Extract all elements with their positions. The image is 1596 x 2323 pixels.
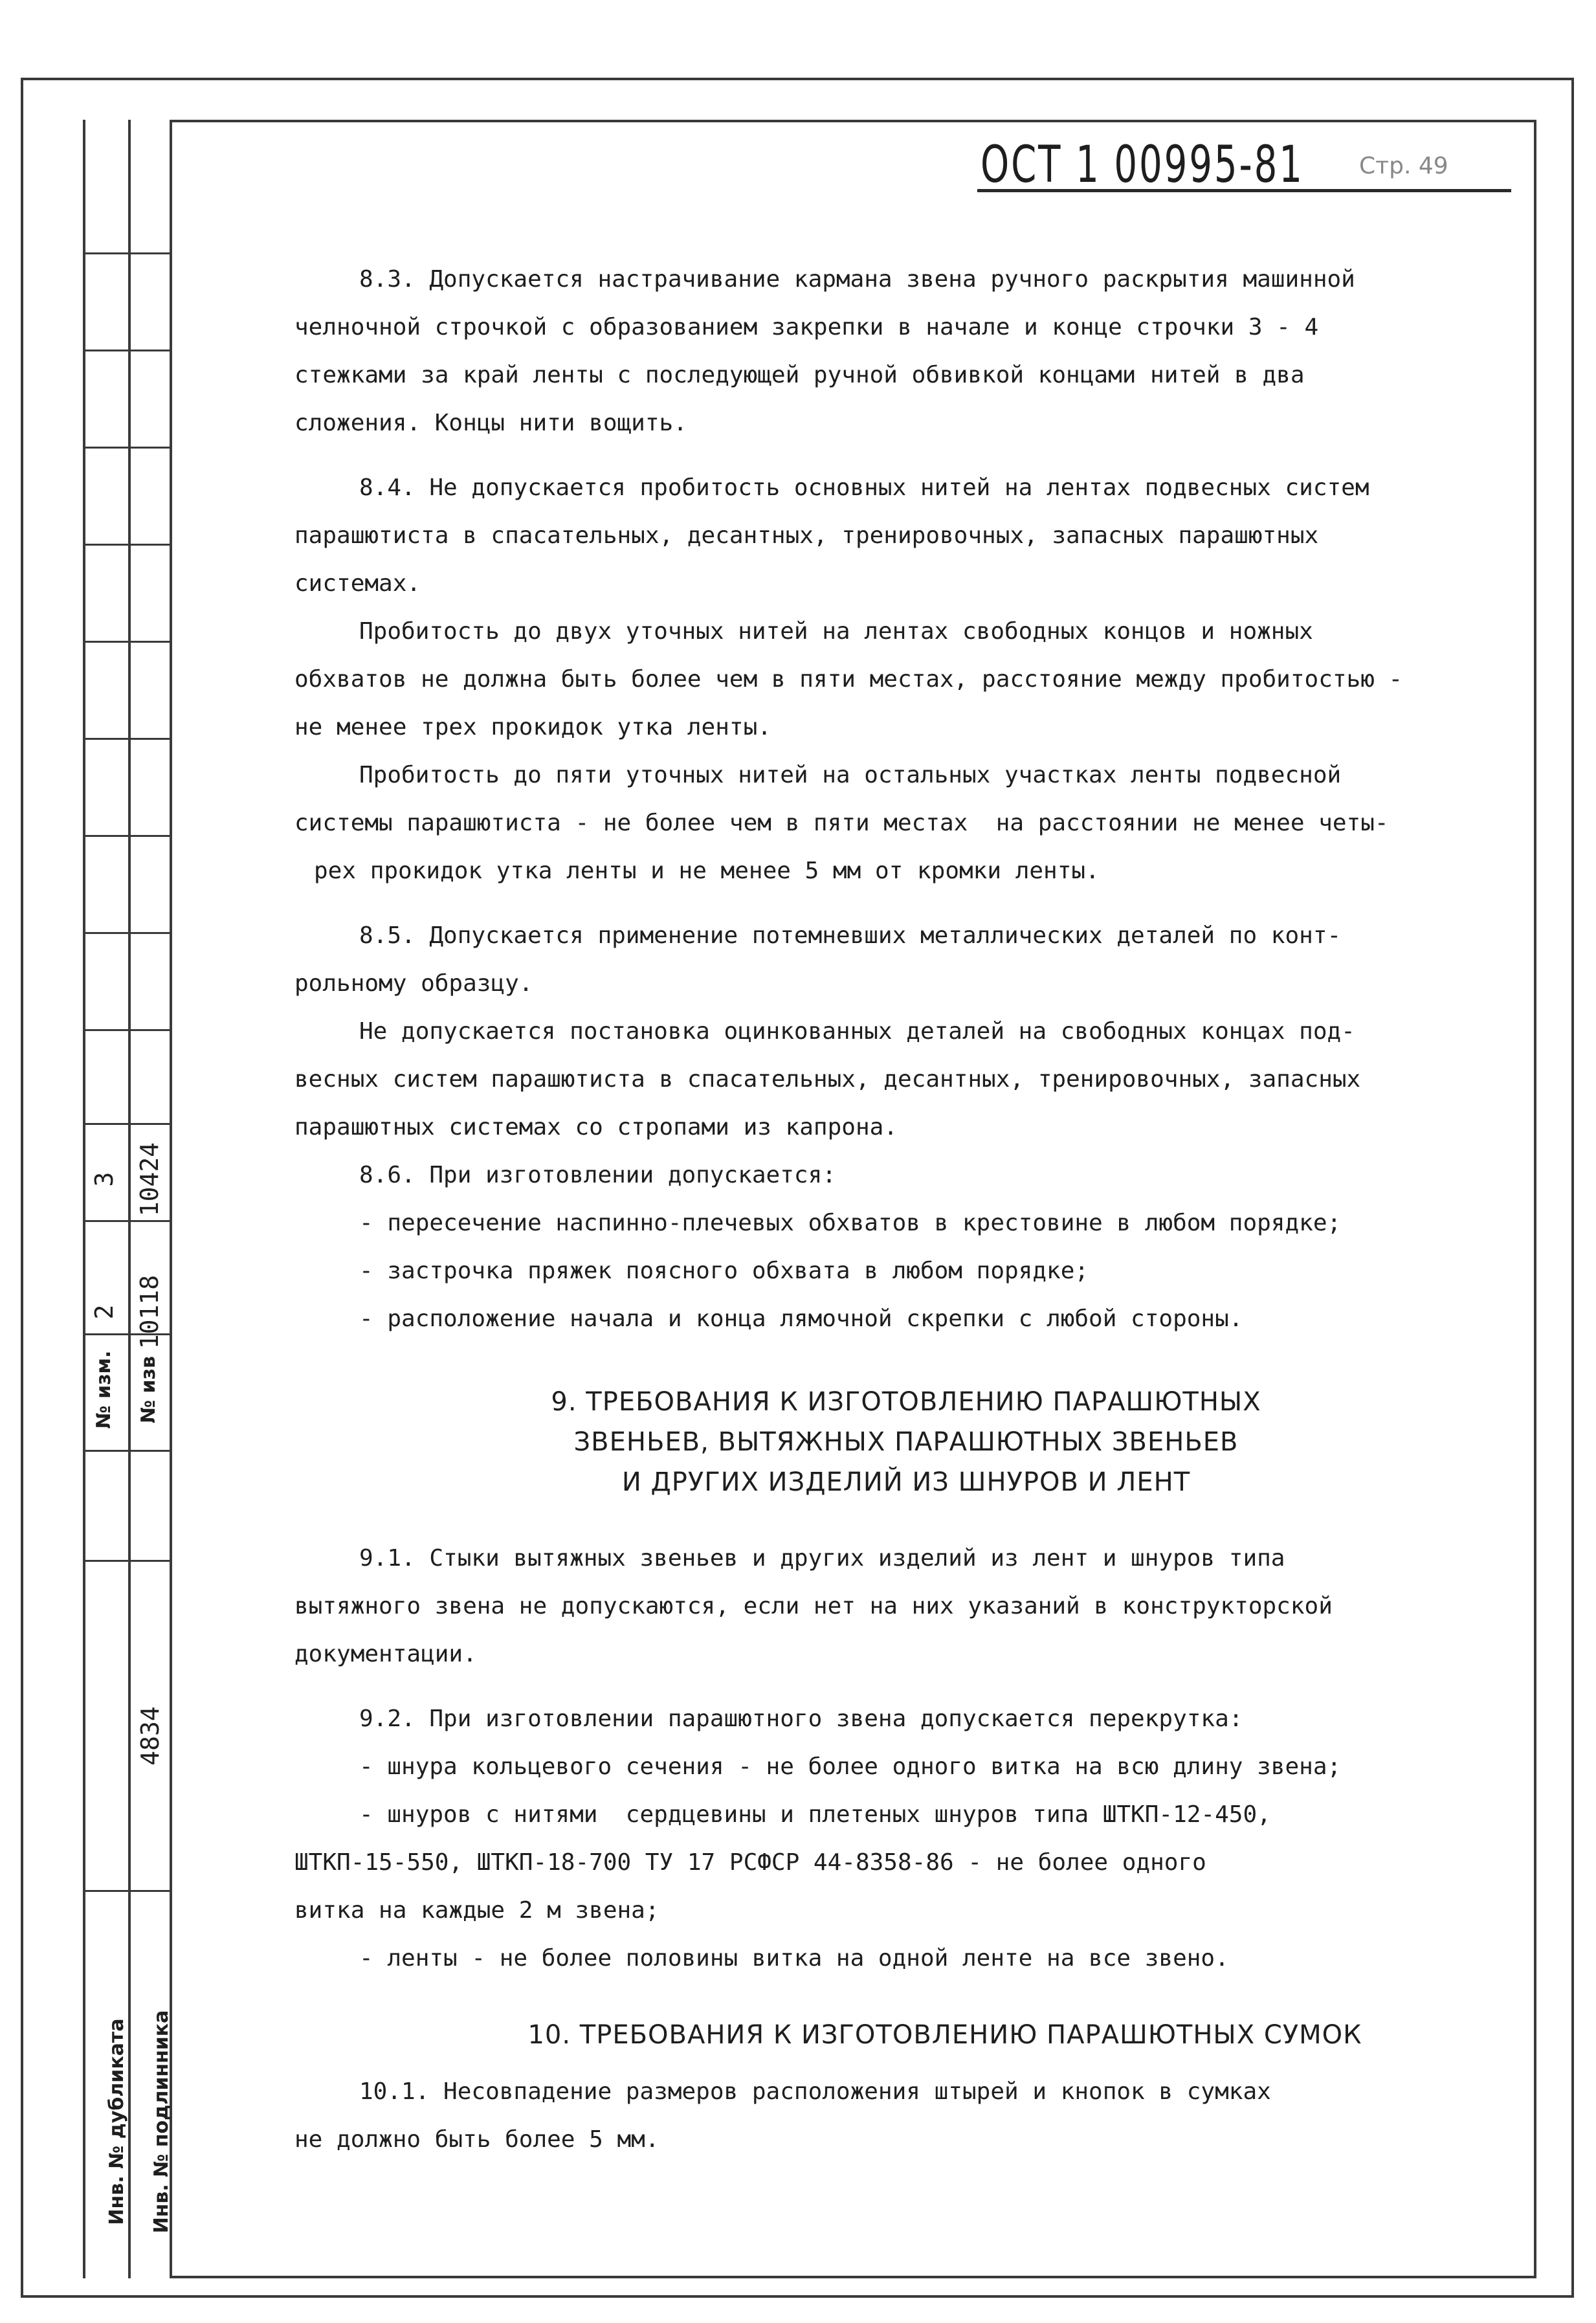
izm-value-2: 2 [90, 1304, 118, 1320]
paragraph-line: не менее трех прокидок утка ленты. [294, 714, 771, 740]
margin-ruling [83, 544, 172, 546]
paragraph-line: системах. [294, 570, 421, 597]
margin-ruling [83, 252, 172, 254]
list-item: - расположение начала и конца лямочной скрепки с любой стороны. [359, 1306, 1243, 1332]
list-item: - ленты - не более половины витка на одной ленте на все звено. [359, 1945, 1229, 1972]
izv-value-10424: 10424 [135, 1142, 164, 1217]
izm-value-3: 3 [90, 1172, 118, 1187]
podlinnik-value: 4834 [136, 1706, 164, 1766]
paragraph-line: Не допускается постановка оцинкованных деталей на свободных концах под- [359, 1018, 1355, 1045]
paragraph-line: 8.6. При изготовлении допускается: [359, 1162, 836, 1188]
paragraph-line: 8.3. Допускается настрачивание кармана звена ручного раскрытия машинной [359, 266, 1355, 293]
paragraph-line: парашютиста в спасательных, десантных, тренировочных, запасных парашютных [294, 522, 1319, 549]
paragraph-line: 8.4. Не допускается пробитость основных нитей на лентах подвесных систем [359, 474, 1369, 501]
heading-line: ЗВЕНЬЕВ, ВЫТЯЖНЫХ ПАРАШЮТНЫХ ЗВЕНЬЕВ [573, 1427, 1239, 1457]
section-10-heading [294, 2015, 1518, 2055]
paragraph-line: 8.5. Допускается применение потемневших металлических деталей по конт- [359, 922, 1342, 949]
margin-ruling [83, 1560, 172, 1562]
list-item: - застрочка пряжек поясного обхвата в любом порядке; [359, 1258, 1089, 1284]
paragraph-line: 9.1. Стыки вытяжных звеньев и других изделий из лент и шнуров типа [359, 1545, 1285, 1572]
dublikat-label: Инв. № дубликата [105, 2018, 128, 2225]
heading-line: 9. ТРЕБОВАНИЯ К ИЗГОТОВЛЕНИЮ ПАРАШЮТНЫХ [551, 1387, 1261, 1417]
paragraph-line: парашютных системах со стропами из капрона. [294, 1114, 898, 1140]
paragraph-line: ШТКП-15-550, ШТКП-18-700 ТУ 17 РСФСР 44-8358-86 - не более одного [294, 1849, 1206, 1876]
paragraph-line: Пробитость до двух уточных нитей на лентах свободных концов и ножных [359, 618, 1313, 645]
paragraph-line: вытяжного звена не допускаются, если нет на них указаний в конструкторской [294, 1593, 1333, 1619]
page-number-value: 49 [1418, 153, 1448, 179]
paragraph-line: витка на каждые 2 м звена; [294, 1897, 659, 1924]
margin-ruling [83, 1029, 172, 1031]
paragraph-line: сложения. Концы нити вощить. [294, 410, 687, 436]
paragraph-line: документации. [294, 1641, 477, 1667]
margin-ruling [83, 932, 172, 934]
page-number [1359, 153, 1448, 179]
document-body [294, 256, 1518, 2164]
list-item: - шнуров с нитями сердцевины и плетеных шнуров типа ШТКП-12-450, [359, 1801, 1271, 1828]
paragraph-line: не должно быть более 5 мм. [294, 2126, 659, 2153]
paragraph-line: рех прокидок утка ленты и не менее 5 мм от кромки ленты. [314, 858, 1100, 884]
heading-line: 10. ТРЕБОВАНИЯ К ИЗГОТОВЛЕНИЮ ПАРАШЮТНЫХ СУМОК [527, 2020, 1362, 2050]
paragraph-line: 9.2. При изготовлении парашютного звена допускается перекрутка: [359, 1706, 1243, 1732]
margin-ruling [83, 641, 172, 643]
heading-line: И ДРУГИХ ИЗДЕЛИЙ ИЗ ШНУРОВ И ЛЕНТ [621, 1467, 1191, 1497]
paragraph-line: рольному образцу. [294, 970, 533, 997]
paragraph-line: стежками за край ленты с последующей ручной обвивкой концами нитей в два [294, 362, 1305, 388]
izv-value-10118: 10118 [135, 1274, 164, 1350]
paragraph-line: системы парашютиста - не более чем в пяти местах на расстоянии не менее четы- [294, 810, 1389, 836]
margin-ruling [83, 835, 172, 837]
standard-designation: ОСТ 1 00995-81 [981, 136, 1304, 194]
section-9-heading [294, 1382, 1518, 1502]
header-underline [977, 189, 1511, 192]
podlinnik-label: Инв. № подлинника [150, 2010, 173, 2234]
izv-label: № изв [137, 1356, 160, 1423]
list-item: - пересечение наспинно-плечевых обхватов в крестовине в любом порядке; [359, 1210, 1342, 1236]
izm-label: № изм. [93, 1350, 115, 1429]
paragraph-line: челночной строчкой с образованием закрепки в начале и конце строчки 3 - 4 [294, 314, 1319, 340]
margin-ruling [83, 1450, 172, 1452]
paragraph-line: 10.1. Несовпадение размеров расположения штырей и кнопок в сумках [359, 2078, 1271, 2105]
list-item: - шнура кольцевого сечения - не более одного витка на всю длину звена; [359, 1753, 1342, 1780]
margin-ruling [83, 1890, 172, 1892]
margin-ruling [83, 447, 172, 449]
paragraph-line: весных систем парашютиста в спасательных, десантных, тренировочных, запасных [294, 1066, 1361, 1093]
paragraph-line: Пробитость до пяти уточных нитей на остальных участках ленты подвесной [359, 762, 1342, 788]
page-label: Стр. [1359, 153, 1412, 179]
margin-ruling [83, 738, 172, 740]
paragraph-line: обхватов не должна быть более чем в пяти местах, расстояние между пробитостью - [294, 666, 1403, 693]
margin-ruling [83, 350, 172, 351]
